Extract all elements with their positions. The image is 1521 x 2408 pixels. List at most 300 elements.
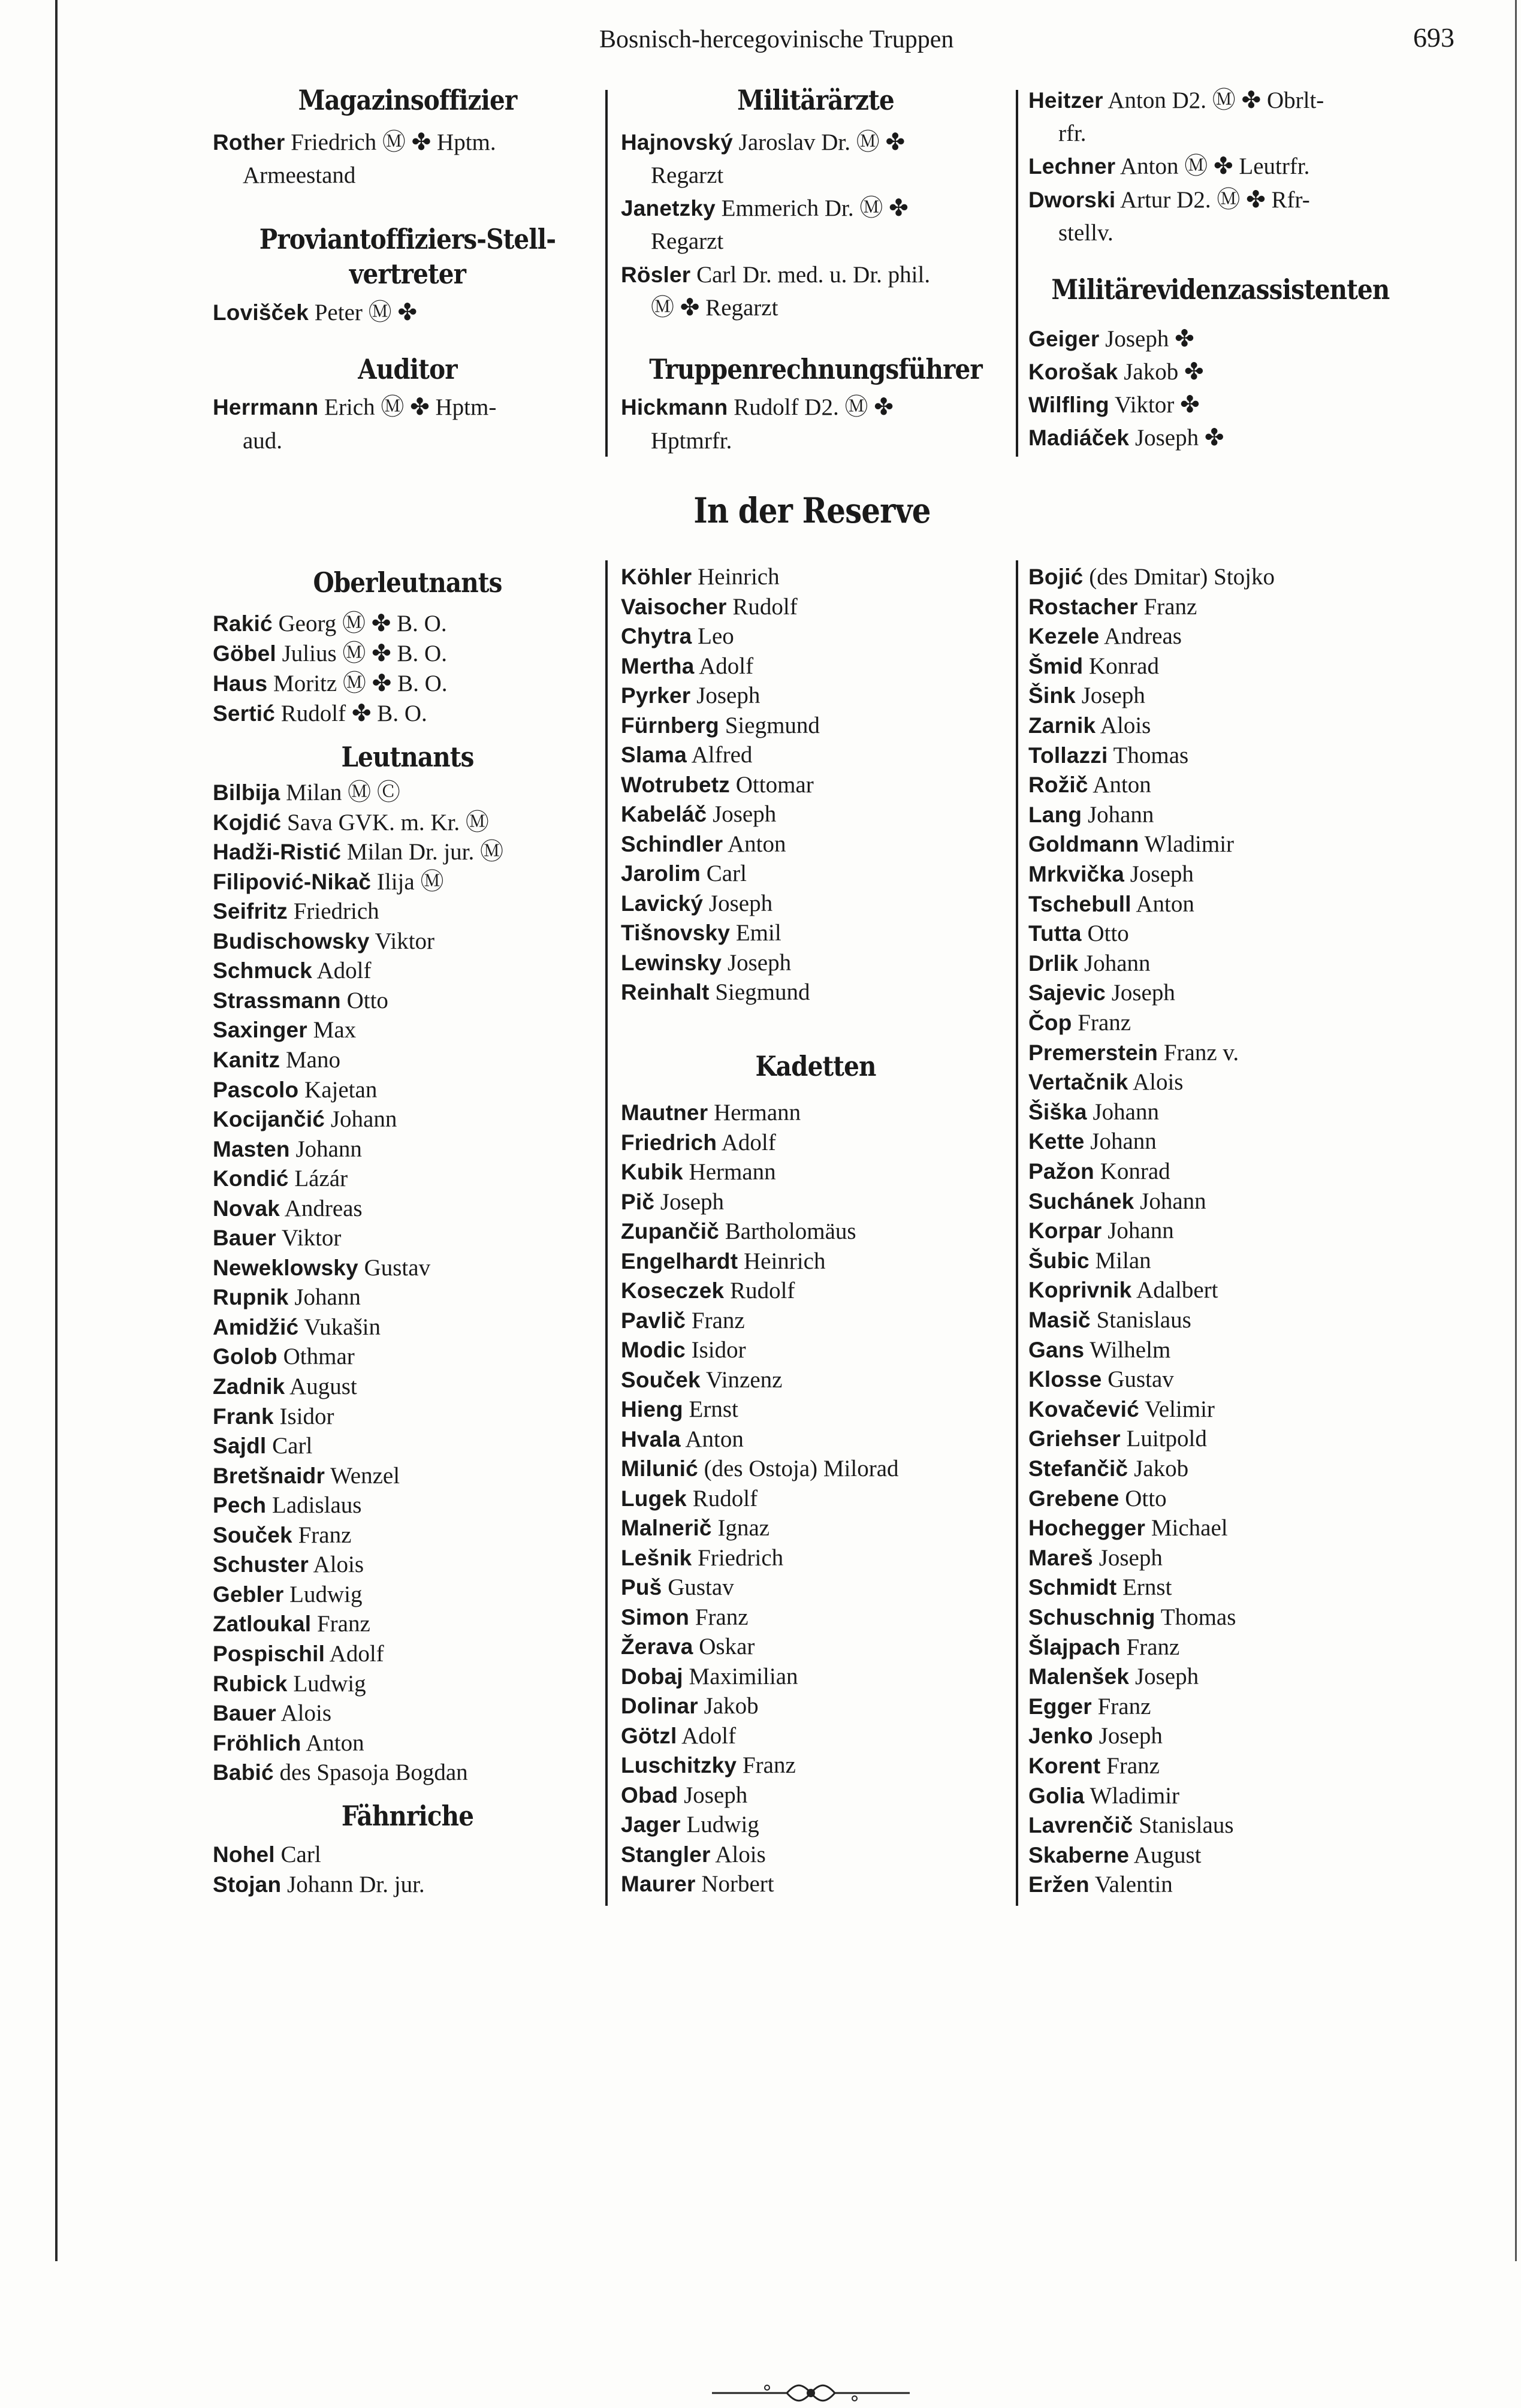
entry-pavlic (621, 1306, 745, 1336)
entry-kanitz (213, 1045, 340, 1075)
entry-korosak (1028, 357, 1204, 387)
surname: Golia (1028, 1783, 1085, 1808)
entry-malensek (1028, 1662, 1199, 1692)
given-name-and-rank: Anton (1088, 772, 1151, 798)
given-name-and-rank: Adolf (312, 958, 372, 984)
given-name-and-rank: Joseph (1075, 683, 1145, 709)
entry-malneric (621, 1513, 769, 1543)
given-name-and-rank: Wladimir (1084, 1782, 1180, 1809)
surname: Suchánek (1028, 1188, 1134, 1214)
surname: Rother (213, 130, 285, 155)
entry-kohler (621, 562, 780, 592)
surname: Friedrich (621, 1130, 717, 1155)
entry-lewinsky (621, 948, 791, 978)
entry-bauer (213, 1223, 341, 1253)
surname: Jenko (1028, 1724, 1093, 1749)
given-name-and-rank: Franz (311, 1611, 370, 1637)
given-name-and-rank: August (285, 1374, 357, 1399)
given-name-and-rank: Hermann (708, 1100, 801, 1125)
entry-sink (1028, 681, 1145, 711)
surname: Stojan (213, 1872, 282, 1897)
surname: Neweklowsky (213, 1255, 358, 1280)
entry-pazon (1028, 1157, 1170, 1187)
entry-kocijancic (213, 1105, 397, 1134)
entry-lugek (621, 1484, 758, 1514)
entry-continuation: Armeestand (243, 162, 356, 188)
given-name-and-rank: Moritz Ⓜ ✤ B. O. (267, 671, 448, 696)
given-name-and-rank: Andreas (280, 1195, 363, 1221)
given-name-and-rank: Rudolf D2. Ⓜ ✤ (728, 394, 894, 420)
surname: Gans (1028, 1337, 1085, 1362)
surname: Köhler (621, 565, 692, 589)
entry-lang (1028, 800, 1154, 830)
surname: Lešnik (621, 1545, 692, 1570)
given-name-and-rank: Franz v. (1158, 1039, 1239, 1066)
surname: Göbel (213, 641, 276, 666)
entry-tollazzi (1028, 741, 1188, 771)
entry-mertha (621, 651, 753, 681)
surname: Mrkvička (1028, 862, 1124, 886)
given-name-and-rank: Jakob (698, 1693, 759, 1719)
given-name-and-rank: Johann (288, 1284, 361, 1311)
surname: Hochegger (1028, 1516, 1146, 1541)
entry-milunic (621, 1454, 899, 1484)
given-name-and-rank: Andreas (1099, 623, 1182, 650)
entry-sajevic (1028, 978, 1175, 1008)
given-name-and-rank: Carl Dr. med. u. Dr. phil. (690, 262, 931, 288)
given-name-and-rank: Joseph (654, 1188, 725, 1215)
entry-simon (621, 1603, 749, 1633)
surname: Gebler (213, 1582, 284, 1607)
surname: Malenšek (1028, 1664, 1130, 1689)
surname: Nohel (213, 1842, 275, 1867)
entry-kubik (621, 1157, 776, 1187)
surname: Žerava (621, 1634, 693, 1659)
entry-rother (213, 128, 496, 158)
given-name-and-rank: Sava GVK. m. Kr. Ⓜ (281, 809, 489, 835)
surname: Schmuck (213, 958, 312, 983)
given-name-and-rank: Norbert (695, 1871, 774, 1897)
column-rule (605, 560, 608, 1906)
entry-gobel (213, 639, 447, 669)
surname: Kanitz (213, 1047, 280, 1072)
running-head: Bosnisch-hercegovinische Truppen (599, 26, 954, 53)
given-name-and-rank: Isidor (685, 1337, 746, 1363)
surname: Šubic (1028, 1248, 1090, 1273)
page-binding-edge (55, 0, 58, 2261)
entry-pyrker (621, 681, 760, 711)
surname: Frank (213, 1404, 274, 1429)
surname: Bauer (213, 1226, 276, 1251)
column-rule (1016, 560, 1018, 1906)
given-name-and-rank: Joseph (703, 890, 773, 916)
given-name-and-rank: Mano (280, 1046, 340, 1073)
entry-rozic (1028, 770, 1151, 800)
given-name-and-rank: Johann (1084, 1128, 1157, 1155)
surname: Kocijančić (213, 1107, 325, 1132)
entry-tutta (1028, 919, 1129, 949)
given-name-and-rank: Gustav (358, 1254, 431, 1281)
given-name-and-rank: Ottomar (729, 771, 814, 798)
given-name-and-rank: Anton D2. Ⓜ ✤ Obrlt- (1103, 87, 1324, 113)
given-name-and-rank: Alfred (687, 742, 753, 768)
entry-babic (213, 1758, 468, 1788)
surname: Amidžić (213, 1314, 299, 1339)
given-name-and-rank: Konrad (1094, 1158, 1170, 1184)
given-name-and-rank: Adolf (677, 1722, 737, 1749)
surname: Geiger (1028, 327, 1100, 351)
given-name-and-rank: Adalbert (1131, 1277, 1218, 1303)
entry-hickmann (621, 393, 894, 423)
given-name-and-rank: Gustav (662, 1574, 734, 1600)
entry-golia (1028, 1781, 1179, 1811)
surname: Haus (213, 671, 268, 696)
section-heading-truppenrechnungsfuhrer: Truppenrechnungsführer (649, 353, 982, 385)
entry-geiger (1028, 324, 1194, 354)
surname: Premerstein (1028, 1040, 1158, 1065)
given-name-and-rank: Alois (1128, 1069, 1184, 1096)
entry-mrkvicka (1028, 859, 1194, 889)
given-name-and-rank: Alois (276, 1700, 332, 1727)
surname: Sajdl (213, 1434, 267, 1459)
given-name-and-rank: Otto (1081, 921, 1129, 947)
given-name-and-rank: Franz (686, 1307, 745, 1333)
given-name-and-rank: Friedrich (287, 898, 379, 925)
entry-jager (621, 1810, 759, 1840)
surname: Kezele (1028, 624, 1100, 649)
entry-dobaj (621, 1662, 798, 1692)
entry-soucek (213, 1520, 351, 1550)
given-name-and-rank: Anton (680, 1426, 744, 1452)
surname: Sertić (213, 701, 276, 726)
given-name-and-rank: Siegmund (709, 979, 810, 1005)
entry-schmidt (1028, 1573, 1172, 1603)
surname: Wotrubetz (621, 772, 730, 797)
given-name-and-rank: Milan (1089, 1247, 1151, 1274)
given-name-and-rank: Franz (1100, 1753, 1160, 1779)
surname: Rubick (213, 1671, 288, 1696)
surname: Sajevic (1028, 980, 1106, 1006)
surname: Mareš (1028, 1545, 1093, 1570)
entry-bretsnaidr (213, 1461, 400, 1491)
entry-mares (1028, 1543, 1163, 1573)
surname: Koseczek (621, 1278, 725, 1303)
given-name-and-rank: Franz (292, 1522, 352, 1548)
entry-schuster (213, 1550, 364, 1580)
given-name-and-rank: Joseph ✤ (1129, 425, 1224, 451)
surname: Heitzer (1028, 88, 1103, 113)
given-name-and-rank: Rudolf (724, 1278, 795, 1303)
entry-griehser (1028, 1424, 1207, 1454)
section-title-reserve: In der Reserve (693, 490, 931, 531)
given-name-and-rank: Rudolf (726, 593, 798, 620)
entry-suchanek (1028, 1187, 1206, 1217)
entry-herrmann (213, 393, 496, 423)
given-name-and-rank: Franz (1091, 1693, 1151, 1719)
entry-hochegger (1028, 1513, 1228, 1543)
entry-sertic (213, 699, 427, 729)
entry-zerava (621, 1632, 755, 1662)
entry-chytra (621, 621, 734, 651)
entry-filipovic-nikac (213, 867, 443, 897)
surname: Schuster (213, 1552, 309, 1577)
entry-modic (621, 1335, 746, 1365)
given-name-and-rank: Joseph ✤ (1099, 326, 1194, 352)
surname: Götzl (621, 1723, 677, 1748)
given-name-and-rank: Carl (701, 861, 747, 886)
given-name-and-rank: Franz (737, 1752, 796, 1778)
surname: Engelhardt (621, 1248, 738, 1274)
surname: Lugek (621, 1486, 687, 1511)
entry-neweklowsky (213, 1253, 430, 1283)
given-name-and-rank: Max (307, 1017, 357, 1043)
surname: Madiáček (1028, 426, 1130, 450)
surname: Luschitzky (621, 1753, 737, 1778)
entry-gebler (213, 1580, 363, 1610)
entry-subic (1028, 1246, 1151, 1276)
surname: Skaberne (1028, 1842, 1130, 1867)
entry-nohel (213, 1840, 321, 1870)
given-name-and-rank: Anton (723, 831, 786, 857)
given-name-and-rank: Johann Dr. jur. (281, 1872, 425, 1897)
surname: Pyrker (621, 683, 691, 708)
entry-reinhalt (621, 977, 810, 1007)
entry-kojdic (213, 808, 489, 838)
surname: Šlajpach (1028, 1634, 1121, 1659)
surname: Schuschnig (1028, 1605, 1155, 1630)
given-name-and-rank: Alois (1096, 713, 1151, 738)
given-name-and-rank: August (1129, 1842, 1202, 1868)
given-name-and-rank: Anton (1131, 891, 1194, 917)
surname: Lechner (1028, 154, 1116, 179)
entry-stojan (213, 1870, 425, 1900)
given-name-and-rank: Bartholomäus (719, 1218, 856, 1244)
entry-pascolo (213, 1075, 377, 1105)
surname: Vaisocher (621, 594, 727, 619)
surname: Golob (213, 1344, 277, 1369)
entry-haus (213, 669, 448, 699)
surname: Kette (1028, 1129, 1085, 1154)
given-name-and-rank: Ludwig (283, 1581, 363, 1607)
surname: Eržen (1028, 1872, 1090, 1897)
surname: Stefančič (1028, 1456, 1128, 1481)
entry-bojic (1028, 562, 1275, 592)
given-name-and-rank: Friedrich Ⓜ ✤ Hptm. (285, 129, 496, 155)
given-name-and-rank: Velimir (1139, 1396, 1215, 1422)
entry-sajdl (213, 1431, 312, 1461)
given-name-and-rank: Thomas (1107, 742, 1189, 768)
given-name-and-rank: Ernst (683, 1396, 738, 1422)
surname: Malnerič (621, 1516, 712, 1540)
given-name-and-rank: Joseph (1105, 980, 1175, 1006)
entry-furnberg (621, 711, 820, 741)
given-name-and-rank: Siegmund (719, 712, 820, 738)
given-name-and-rank: Viktor ✤ (1109, 392, 1200, 418)
surname: Novak (213, 1196, 280, 1221)
entry-gotzl (621, 1721, 736, 1751)
entry-goldmann (1028, 829, 1234, 859)
entry-klosse (1028, 1365, 1174, 1395)
entry-hvala (621, 1425, 744, 1455)
surname: Kabeláč (621, 802, 707, 826)
given-name-and-rank: Lázár (288, 1166, 348, 1192)
surname: Egger (1028, 1694, 1092, 1719)
entry-vertacnik (1028, 1067, 1183, 1097)
given-name-and-rank: Franz (1137, 593, 1197, 620)
entry-wotrubetz (621, 770, 814, 800)
given-name-and-rank: Erich Ⓜ ✤ Hptm- (318, 394, 497, 420)
surname: Zadnik (213, 1374, 285, 1399)
given-name-and-rank: Johann (1082, 801, 1154, 828)
given-name-and-rank: des Spasoja Bogdan (273, 1760, 468, 1786)
surname: Hickmann (621, 395, 728, 420)
given-name-and-rank: Ignaz (711, 1515, 770, 1541)
given-name-and-rank: Johann (325, 1106, 397, 1133)
surname: Hadži-Ristić (213, 840, 342, 865)
entry-novak (213, 1194, 363, 1224)
surname: Koprivnik (1028, 1278, 1132, 1303)
entry-rakic (213, 609, 447, 639)
given-name-and-rank: Joseph (1124, 861, 1194, 887)
given-name-and-rank: Anton Ⓜ ✤ Leutrfr. (1115, 153, 1310, 179)
given-name-and-rank: Joseph (690, 683, 760, 708)
entry-budischowsky (213, 927, 434, 956)
surname: Korent (1028, 1754, 1101, 1778)
given-name-and-rank: Ludwig (287, 1670, 366, 1697)
section-heading-fahnriche: Fähnriche (341, 1800, 474, 1832)
entry-madiacek (1028, 423, 1224, 453)
entry-skaberne (1028, 1840, 1201, 1870)
entry-slama (621, 740, 752, 770)
entry-hieng (621, 1395, 738, 1425)
entry-maurer (621, 1869, 774, 1899)
entry-saxinger (213, 1015, 356, 1045)
entry-tschebull (1028, 889, 1194, 919)
surname: Pič (621, 1189, 655, 1214)
given-name-and-rank: (des Dmitar) Stojko (1083, 564, 1275, 590)
given-name-and-rank: Jakob (1128, 1456, 1189, 1481)
given-name-and-rank: Carl (266, 1433, 313, 1459)
given-name-and-rank: Vukašin (298, 1314, 381, 1340)
entry-jenko (1028, 1721, 1163, 1751)
surname: Zupančič (621, 1219, 720, 1244)
given-name-and-rank: Joseph (707, 801, 777, 827)
entry-siska (1028, 1097, 1159, 1127)
entry-korent (1028, 1751, 1160, 1781)
given-name-and-rank: Viktor (276, 1225, 342, 1251)
given-name-and-rank: Emil (730, 920, 781, 946)
entry-soucek (621, 1365, 782, 1395)
entry-bauer (213, 1698, 331, 1728)
given-name-and-rank: Adolf (717, 1129, 776, 1155)
surname: Fröhlich (213, 1730, 301, 1755)
given-name-and-rank: Rudolf (686, 1485, 758, 1511)
entry-golob (213, 1342, 355, 1372)
given-name-and-rank: Heinrich (738, 1248, 826, 1274)
given-name-and-rank: (des Ostoja) Milorad (698, 1456, 899, 1481)
surname: Hieng (621, 1397, 683, 1422)
given-name-and-rank: Heinrich (692, 564, 780, 590)
surname: Pavlič (621, 1308, 686, 1333)
entry-strassmann (213, 986, 388, 1016)
entry-continuation: Hptmrfr. (651, 428, 732, 454)
entry-tisnovsky (621, 918, 781, 948)
entry-lavrencic (1028, 1810, 1234, 1840)
surname: Strassmann (213, 988, 341, 1013)
given-name-and-rank: Isidor (273, 1403, 334, 1429)
given-name-and-rank: Otto (1119, 1485, 1167, 1511)
entry-zatloukal (213, 1609, 370, 1639)
given-name-and-rank: Artur D2. Ⓜ ✤ Rfr- (1115, 187, 1310, 213)
surname: Dolinar (621, 1694, 698, 1718)
entry-lechner (1028, 152, 1309, 182)
entry-drlik (1028, 949, 1151, 979)
surname: Lavický (621, 891, 704, 916)
entry-pospischil (213, 1639, 384, 1669)
entry-pech (213, 1490, 361, 1520)
given-name-and-rank: Joseph (1093, 1723, 1163, 1749)
surname: Seifritz (213, 899, 288, 924)
given-name-and-rank: Stanislaus (1090, 1307, 1191, 1333)
entry-frank (213, 1402, 334, 1432)
surname: Maurer (621, 1872, 696, 1896)
surname: Drlik (1028, 950, 1079, 976)
entry-smid (1028, 651, 1159, 681)
entry-egger (1028, 1692, 1151, 1722)
entry-gans (1028, 1335, 1170, 1365)
given-name-and-rank: Ludwig (680, 1812, 759, 1837)
surname: Pospischil (213, 1641, 325, 1666)
entry-hadzi-ristic (213, 837, 503, 867)
surname: Šmid (1028, 653, 1084, 678)
entry-hajnovsky (621, 128, 905, 158)
given-name-and-rank: Emmerich Dr. Ⓜ ✤ (715, 195, 909, 221)
entry-rupnik (213, 1283, 361, 1312)
entry-luschitzky (621, 1751, 796, 1781)
given-name-and-rank: Joseph (722, 949, 792, 976)
entry-vaisocher (621, 592, 798, 622)
entry-janetzky (621, 194, 909, 224)
given-name-and-rank: Johann (1134, 1188, 1206, 1214)
given-name-and-rank: Michael (1145, 1515, 1228, 1541)
entry-seifritz (213, 897, 379, 927)
entry-kette (1028, 1127, 1157, 1157)
entry-koprivnik (1028, 1275, 1218, 1305)
surname: Jarolim (621, 861, 701, 886)
entry-kezele (1028, 621, 1182, 651)
surname: Masič (1028, 1308, 1091, 1332)
surname: Rostacher (1028, 594, 1138, 619)
given-name-and-rank: Julius Ⓜ ✤ B. O. (276, 641, 447, 666)
surname: Kubik (621, 1160, 683, 1184)
section-heading-oberleutnants: Oberleutnants (313, 566, 502, 599)
surname: Hvala (621, 1426, 681, 1452)
given-name-and-rank: Oskar (693, 1634, 755, 1659)
entry-continuation: rfr. (1058, 120, 1087, 146)
entry-masten (213, 1134, 362, 1164)
column-rule (605, 90, 608, 457)
given-name-and-rank: Joseph (1129, 1664, 1199, 1690)
surname: Kojdić (213, 810, 282, 835)
given-name-and-rank: Carl (274, 1842, 321, 1867)
given-name-and-rank: Hermann (683, 1159, 776, 1185)
surname: Rupnik (213, 1285, 289, 1310)
entry-pic (621, 1187, 724, 1217)
entry-dworski (1028, 185, 1310, 215)
surname: Saxinger (213, 1018, 307, 1043)
entry-continuation: Regarzt (651, 228, 724, 254)
given-name-and-rank: Milan Dr. jur. Ⓜ (341, 839, 504, 865)
